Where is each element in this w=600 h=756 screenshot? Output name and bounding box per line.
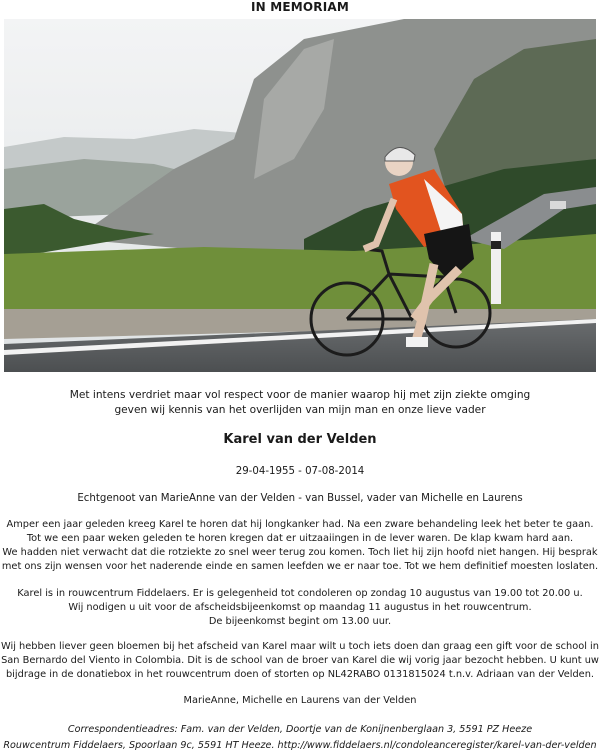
footer-addresses [0, 722, 600, 754]
paragraph-line: met ons zijn wensen voor het naderende einde en samen leefden we er naar toe. Tot we hem definitief moesten loslaten. [1, 561, 599, 572]
paragraph-line: Wij nodigen u uit voor de afscheidsbijeenkomst op maandag 11 augustus in het rouwcentrum. [68, 602, 532, 613]
family-signature: MarieAnne, Michelle en Laurens van der Velden [183, 695, 417, 706]
intro-line: geven wij kennis van het overlijden van mijn man en onze lieve vader [114, 404, 486, 416]
paragraph-condolences [0, 587, 600, 629]
paragraph-donation [0, 640, 600, 682]
spouse-line: Echtgenoot van MarieAnne van der Velden - van Bussel, vader van Michelle en Laurens [77, 493, 523, 504]
paragraph-line: bijdrage in de donatiebox in het rouwcentrum doen of storten op NL42RABO 0131815024 t.n.v. Adriaan van der Velden. [5, 669, 595, 680]
paragraph-line: De bijeenkomst begint om 13.00 uur. [208, 616, 392, 627]
memorial-title: IN MEMORIAM [250, 0, 350, 14]
paragraph-line: San Bernardo del Viento in Colombia. Dit is de school van de broer van Karel die wij vorig jaar bezocht hebben. U kunt uw [1, 655, 599, 666]
intro-line: Met intens verdriet maar vol respect voor de manier waarop hij met zijn ziekte omging [69, 389, 531, 401]
paragraph-line: Tot we een paar weken geleden te horen kregen dat er uitzaaiingen in de lever waren. De klap kwam hard aan. [26, 533, 574, 544]
distant-car [550, 201, 566, 209]
paragraph-line: Wij hebben liever geen bloemen bij het afscheid van Karel maar wilt u toch iets doen dan graag een gift voor de school in [1, 641, 599, 652]
paragraph-line: Karel is in rouwcentrum Fiddelaers. Er is gelegenheid tot condoleren op zondag 10 augustus van 19.00 tot 20.00 u. [17, 588, 583, 599]
cyclist-photo [4, 19, 596, 372]
paragraph-line: We hadden niet verwacht dat die rotziekte zo snel weer terug zou komen. Toch liet hij zijn hoofd niet hangen. Hij besprak [2, 547, 598, 558]
paragraph-illness [0, 518, 600, 574]
funeral-home-address[interactable]: Rouwcentrum Fiddelaers, Spoorlaan 9c, 5591 HT Heeze. http://www.fiddelaers.nl/condoleanceregister/karel-van-der-velden [3, 740, 597, 751]
intro-text [0, 388, 600, 418]
deceased-name: Karel van der Velden [223, 432, 377, 447]
road-post-band [491, 241, 501, 249]
paragraph-line: Amper een jaar geleden kreeg Karel te horen dat hij longkanker had. Na een zware behandeling leek het beter te gaan. [6, 519, 594, 530]
correspondence-address: Correspondentieadres: Fam. van der Velden, Doortje van de Konijnenberglaan 3, 5591 PZ Heeze [67, 724, 533, 735]
life-dates: 29-04-1955 - 07-08-2014 [235, 466, 365, 477]
